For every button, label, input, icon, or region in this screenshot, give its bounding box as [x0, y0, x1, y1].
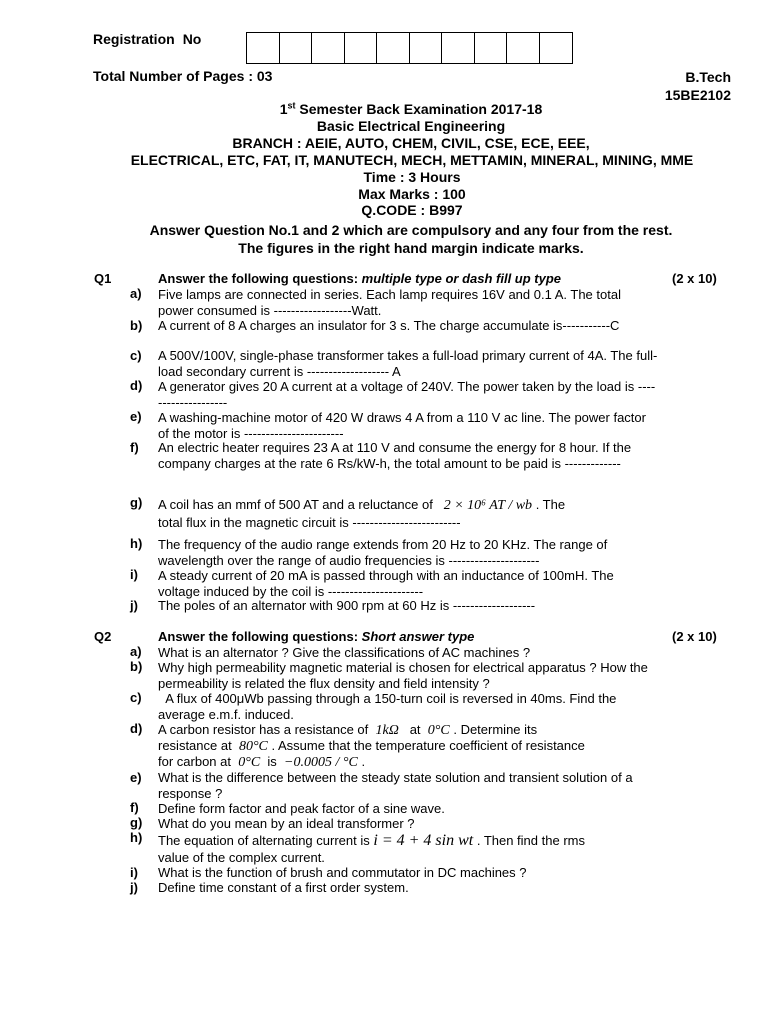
- semester-line: 1st Semester Back Examination 2017-18: [279, 100, 543, 117]
- item-letter: b): [130, 659, 143, 674]
- current-equation: i = 4 + 4 sin wt: [373, 832, 474, 849]
- question-heading: Answer the following questions: multiple type or dash fill up type: [158, 271, 562, 286]
- exam-branch-block: [0, 152, 768, 219]
- temperature-value: 0°C: [238, 755, 261, 770]
- instruction-2: The figures in the right hand margin indicate marks.: [238, 240, 584, 256]
- question-item: A generator gives 20 A current at a voltage of 240V. The power taken by the load is --------------------: [158, 379, 656, 410]
- question-item: A washing-machine motor of 420 W draws 4 A from a 110 V ac line. The power factor of the motor is -----------------------: [158, 410, 646, 441]
- question-item: A flux of 400μWb passing through a 150-turn coil is reversed in 40ms. Find the average e.m.f. induced.: [158, 691, 621, 722]
- item-letter: j): [130, 880, 138, 895]
- question-marks: (2 x 10): [672, 271, 717, 286]
- question-item: Define form factor and peak factor of a sine wave.: [158, 801, 445, 816]
- question-item: Why high permeability magnetic material is chosen for electrical apparatus ? How the permeability is related the flux density and field intensity ?: [158, 660, 648, 691]
- question-item-line2: resistance at 80°C . Assume that the temperature coefficient of resistance: [158, 738, 585, 754]
- paper-code: 15BE2102: [664, 87, 731, 103]
- question-item: The frequency of the audio range extends from 20 Hz to 20 KHz. The range of wavelength over the range of audio frequencies is ---------------------: [158, 537, 608, 568]
- question-marks: (2 x 10): [672, 629, 717, 644]
- temperature-value: 0°C: [427, 723, 450, 738]
- question-item: Define time constant of a first order system.: [158, 880, 409, 895]
- time: Time : 3 Hours: [363, 168, 461, 185]
- question-item-line2: value of the complex current.: [158, 850, 325, 865]
- max-marks: Max Marks : 100: [358, 185, 466, 202]
- branch-line-2: ELECTRICAL, ETC, FAT, IT, MANUTECH, MECH, METTAMIN, MINERAL, MINING, MME: [130, 152, 694, 168]
- item-letter: e): [130, 409, 142, 424]
- subject: Basic Electrical Engineering: [316, 117, 506, 134]
- question-item: Five lamps are connected in series. Each lamp requires 16V and 0.1 A. The total power consumed is ------------------Watt.: [158, 287, 621, 318]
- item-letter: b): [130, 318, 143, 333]
- question-item: A coil has an mmf of 500 AT and a reluctance of 2 × 10⁶ AT / wb . The: [158, 497, 566, 513]
- item-letter: h): [130, 536, 143, 551]
- registration-label: Registration No: [93, 31, 202, 47]
- item-letter: g): [130, 815, 143, 830]
- item-letter: i): [130, 865, 138, 880]
- question-item-line2: total flux in the magnetic circuit is -------------------------: [158, 515, 461, 530]
- question-item: What do you mean by an ideal transformer ?: [158, 816, 415, 831]
- item-letter: c): [130, 690, 142, 705]
- registration-box[interactable]: [377, 33, 410, 63]
- item-letter: d): [130, 721, 143, 736]
- registration-box[interactable]: [475, 33, 508, 63]
- question-item: What is the difference between the steady state solution and transient solution of a response ?: [158, 770, 633, 801]
- degree-and-code: [665, 68, 731, 104]
- question-number: Q1: [94, 271, 112, 286]
- question-item: A steady current of 20 mA is passed through with an inductance of 100mH. The voltage induced by the coil is ----------------------: [158, 568, 614, 599]
- degree: B.Tech: [685, 69, 731, 85]
- temperature-value: 80°C: [238, 739, 268, 754]
- registration-box[interactable]: [410, 33, 443, 63]
- registration-box[interactable]: [345, 33, 378, 63]
- item-letter: e): [130, 770, 142, 785]
- item-letter: a): [130, 286, 142, 301]
- registration-box[interactable]: [507, 33, 540, 63]
- instructions: [0, 221, 768, 257]
- registration-number-boxes[interactable]: [246, 32, 573, 64]
- item-letter: f): [130, 440, 139, 455]
- qcode: Q.CODE : B997: [361, 202, 463, 219]
- question-item-line3: for carbon at 0°C is −0.0005 / °C .: [158, 754, 366, 770]
- exam-title-block: [0, 101, 768, 151]
- item-letter: j): [130, 598, 138, 613]
- item-letter: g): [130, 495, 143, 510]
- total-pages: Total Number of Pages : 03: [93, 68, 273, 84]
- question-item: What is the function of brush and commutator in DC machines ?: [158, 865, 527, 880]
- item-letter: a): [130, 644, 142, 659]
- registration-box[interactable]: [540, 33, 573, 63]
- temperature-coefficient: −0.0005 / °C: [284, 755, 358, 770]
- reluctance-formula: 2 × 10⁶ AT / wb: [443, 498, 533, 513]
- item-letter: c): [130, 348, 142, 363]
- item-letter: i): [130, 567, 138, 582]
- branch-line-1: BRANCH : AEIE, AUTO, CHEM, CIVIL, CSE, ECE, EEE,: [232, 134, 590, 151]
- question-item: What is an alternator ? Give the classifications of AC machines ?: [158, 645, 531, 660]
- registration-box[interactable]: [280, 33, 313, 63]
- resistance-value: 1kΩ: [375, 723, 399, 738]
- registration-box[interactable]: [312, 33, 345, 63]
- question-heading: Answer the following questions: Short answer type: [158, 629, 475, 644]
- item-letter: d): [130, 378, 143, 393]
- registration-box[interactable]: [442, 33, 475, 63]
- item-letter: h): [130, 830, 143, 845]
- question-item: A carbon resistor has a resistance of 1kΩ at 0°C . Determine its: [158, 722, 538, 738]
- instruction-1: Answer Question No.1 and 2 which are compulsory and any four from the rest.: [149, 222, 673, 238]
- registration-box[interactable]: [247, 33, 280, 63]
- question-item: The equation of alternating current is i = 4 + 4 sin wt . Then find the rms: [158, 832, 585, 849]
- question-item: A current of 8 A charges an insulator for 3 s. The charge accumulate is-----------C: [158, 318, 620, 333]
- question-item: The poles of an alternator with 900 rpm at 60 Hz is -------------------: [158, 598, 536, 613]
- item-letter: f): [130, 800, 139, 815]
- question-number: Q2: [94, 629, 112, 644]
- question-item: An electric heater requires 23 A at 110 V and consume the energy for 8 hour. If the company charges at the rate 6 Rs/kW-h, the total amount to be paid is -------------: [158, 440, 632, 471]
- question-item: A 500V/100V, single-phase transformer takes a full-load primary current of 4A. The full-load secondary current is ------------------- A: [158, 348, 658, 379]
